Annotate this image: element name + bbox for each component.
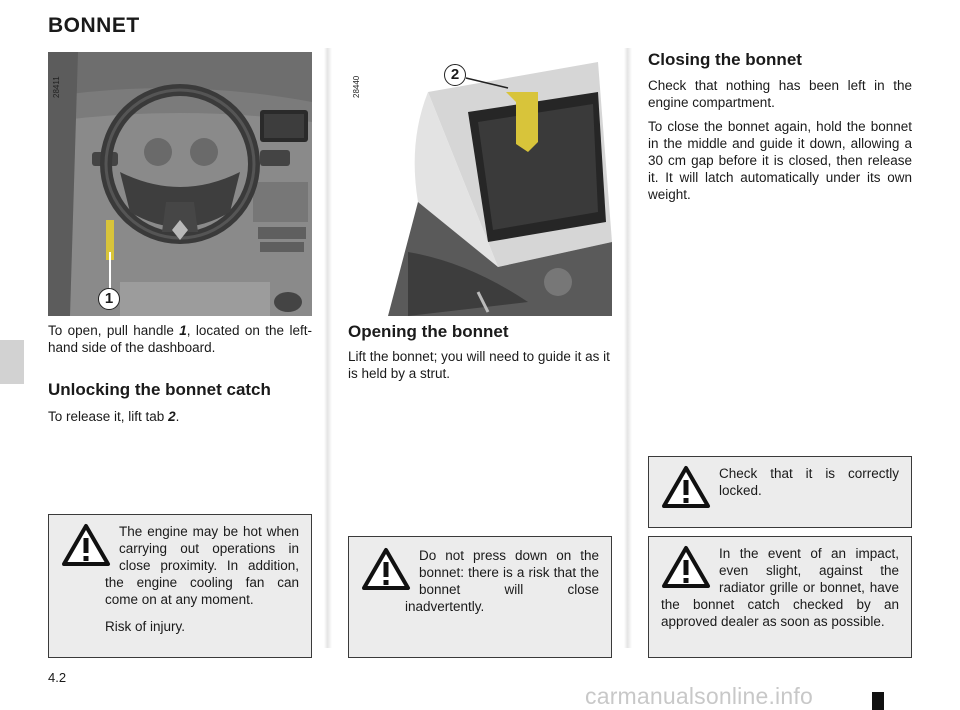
chapter-tab <box>0 340 24 384</box>
warning-box-press-down <box>348 536 612 658</box>
section-heading-unlocking: Unlocking the bonnet catch <box>48 380 271 399</box>
warning-text: In the event of an impact, even slight, against the radiator grille or bonnet, have the bonnet catch checked by an approved dealer as soon as possible. <box>661 546 899 629</box>
page-number: 4.2 <box>48 670 67 685</box>
bonnet-illustration <box>348 52 612 316</box>
handle-ref: 1 <box>179 323 187 338</box>
warning-text: Do not press down on the bonnet: there is a risk that the bonnet will close inadvertently. <box>405 548 599 614</box>
figure-code: 28411 <box>52 76 61 98</box>
column-divider <box>624 48 632 648</box>
closing-text-1: Check that nothing has been left in the engine compartment. <box>648 78 912 110</box>
corner-mark <box>872 692 884 710</box>
warning-text: Check that it is correctly locked. <box>719 466 899 498</box>
watermark: carmanualsonline.info <box>585 683 813 709</box>
opening-text: Lift the bonnet; you will need to guide it as it is held by a strut. <box>348 349 610 381</box>
warning-triangle-icon <box>661 545 711 589</box>
dashboard-photo <box>48 52 312 316</box>
dashboard-illustration <box>48 52 312 316</box>
bonnet-photo <box>348 52 612 316</box>
warning-text: Risk of injury. <box>105 619 186 634</box>
page-title: BONNET <box>48 14 140 37</box>
tab-ref: 2 <box>168 409 176 424</box>
warning-triangle-icon <box>661 465 711 509</box>
warning-text: The engine may be hot when carrying out operations in close proximity. In addition, the engine cooling fan can come on at any moment. <box>105 524 299 607</box>
intro-text: To open, pull handle 1, located on the left-hand side of the dashboard. <box>48 323 312 355</box>
callout-2: 2 <box>444 64 466 86</box>
closing-text-2: To close the bonnet again, hold the bonnet in the middle and guide it down, allowing a 30 cm gap before it is closed, then release it. It will latch automatically under its own weight. <box>648 119 912 202</box>
warning-box-impact <box>648 536 912 658</box>
warning-triangle-icon <box>361 547 411 591</box>
figure-code: 28440 <box>352 75 361 98</box>
column-divider <box>324 48 332 648</box>
section-heading-closing: Closing the bonnet <box>648 50 802 69</box>
release-text: To release it, lift tab 2. <box>48 409 180 424</box>
section-heading-opening: Opening the bonnet <box>348 322 509 341</box>
warning-triangle-icon <box>61 523 111 567</box>
callout-1: 1 <box>98 288 120 310</box>
warning-box-locked <box>648 456 912 528</box>
warning-box-engine-hot <box>48 514 312 658</box>
